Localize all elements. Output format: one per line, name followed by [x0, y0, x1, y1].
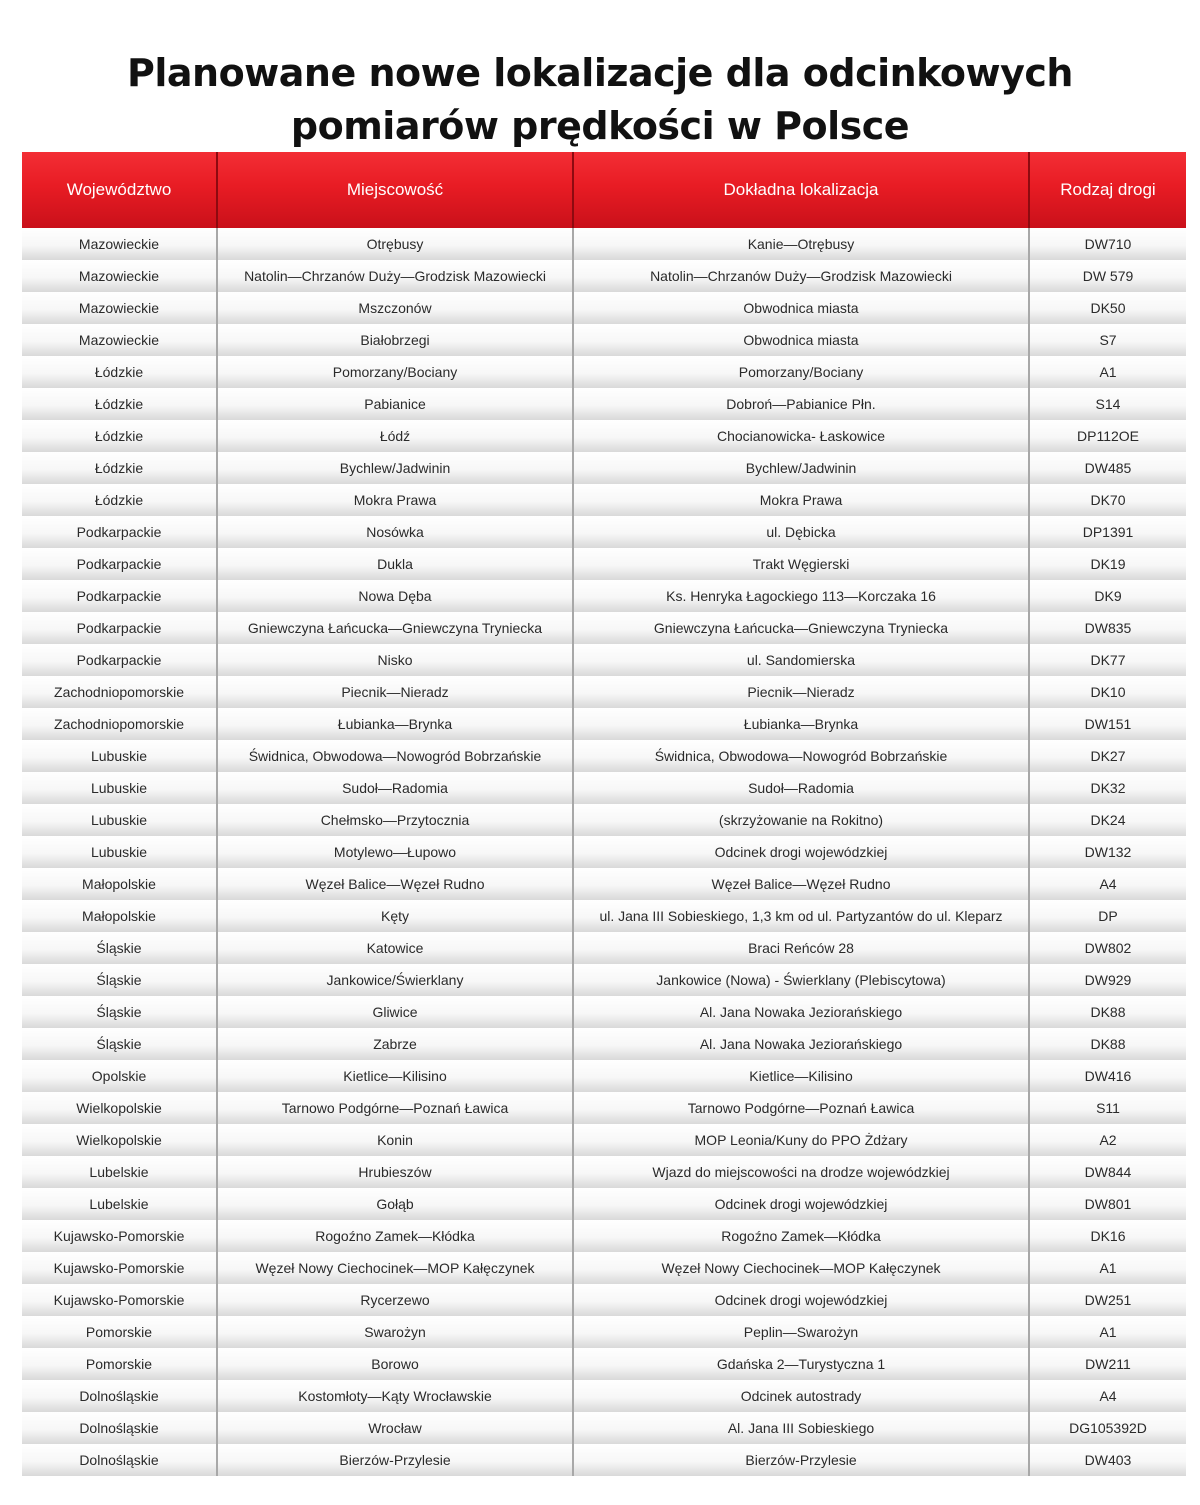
table-row	[22, 900, 1186, 932]
cell-wojewodztwo: Śląskie	[22, 1028, 217, 1060]
column-header-wojewodztwo: Województwo	[22, 152, 217, 228]
cell-dokladna-lokalizacja: Chocianowicka- Łaskowice	[573, 420, 1029, 452]
table-row	[22, 580, 1186, 612]
cell-dokladna-lokalizacja: Natolin—Chrzanów Duży—Grodzisk Mazowiecki	[573, 260, 1029, 292]
cell-miejscowosc: Bierzów-Przylesie	[217, 1444, 573, 1476]
cell-rodzaj-drogi: S14	[1029, 388, 1186, 420]
cell-wojewodztwo: Dolnośląskie	[22, 1380, 217, 1412]
cell-dokladna-lokalizacja: Gniewczyna Łańcucka—Gniewczyna Tryniecka	[573, 612, 1029, 644]
cell-dokladna-lokalizacja: Obwodnica miasta	[573, 324, 1029, 356]
cell-miejscowosc: Mokra Prawa	[217, 484, 573, 516]
cell-rodzaj-drogi: DK16	[1029, 1220, 1186, 1252]
cell-wojewodztwo: Lubuskie	[22, 836, 217, 868]
table-row	[22, 1252, 1186, 1284]
cell-wojewodztwo: Podkarpackie	[22, 644, 217, 676]
cell-wojewodztwo: Łódzkie	[22, 388, 217, 420]
table-row	[22, 964, 1186, 996]
cell-dokladna-lokalizacja: Trakt Węgierski	[573, 548, 1029, 580]
cell-miejscowosc: Węzeł Balice—Węzeł Rudno	[217, 868, 573, 900]
cell-miejscowosc: Kostomłoty—Kąty Wrocławskie	[217, 1380, 573, 1412]
cell-dokladna-lokalizacja: Kietlice—Kilisino	[573, 1060, 1029, 1092]
table-header-row	[22, 152, 1186, 228]
cell-dokladna-lokalizacja: Bierzów-Przylesie	[573, 1444, 1029, 1476]
table-row	[22, 1092, 1186, 1124]
cell-wojewodztwo: Śląskie	[22, 932, 217, 964]
table-row	[22, 612, 1186, 644]
table-body	[22, 228, 1186, 1476]
cell-miejscowosc: Natolin—Chrzanów Duży—Grodzisk Mazowiecki	[217, 260, 573, 292]
cell-wojewodztwo: Dolnośląskie	[22, 1412, 217, 1444]
cell-miejscowosc: Nosówka	[217, 516, 573, 548]
cell-rodzaj-drogi: DW485	[1029, 452, 1186, 484]
cell-rodzaj-drogi: DK27	[1029, 740, 1186, 772]
cell-dokladna-lokalizacja: Kanie—Otrębusy	[573, 228, 1029, 260]
cell-dokladna-lokalizacja: Braci Reńców 28	[573, 932, 1029, 964]
cell-rodzaj-drogi: DW710	[1029, 228, 1186, 260]
cell-wojewodztwo: Opolskie	[22, 1060, 217, 1092]
cell-rodzaj-drogi: DK77	[1029, 644, 1186, 676]
cell-miejscowosc: Sudoł—Radomia	[217, 772, 573, 804]
cell-miejscowosc: Konin	[217, 1124, 573, 1156]
cell-dokladna-lokalizacja: (skrzyżowanie na Rokitno)	[573, 804, 1029, 836]
cell-wojewodztwo: Pomorskie	[22, 1348, 217, 1380]
table-row	[22, 932, 1186, 964]
cell-wojewodztwo: Łódzkie	[22, 356, 217, 388]
cell-miejscowosc: Nisko	[217, 644, 573, 676]
cell-wojewodztwo: Śląskie	[22, 964, 217, 996]
cell-wojewodztwo: Małopolskie	[22, 868, 217, 900]
cell-rodzaj-drogi: A1	[1029, 1316, 1186, 1348]
cell-rodzaj-drogi: A1	[1029, 356, 1186, 388]
cell-rodzaj-drogi: DK88	[1029, 996, 1186, 1028]
cell-rodzaj-drogi: DW151	[1029, 708, 1186, 740]
cell-miejscowosc: Borowo	[217, 1348, 573, 1380]
table-row	[22, 772, 1186, 804]
cell-rodzaj-drogi: DW132	[1029, 836, 1186, 868]
cell-dokladna-lokalizacja: Sudoł—Radomia	[573, 772, 1029, 804]
table-row	[22, 1028, 1186, 1060]
page-title	[0, 47, 1200, 153]
table-row	[22, 804, 1186, 836]
table-row	[22, 420, 1186, 452]
cell-miejscowosc: Pomorzany/Bociany	[217, 356, 573, 388]
table-row	[22, 676, 1186, 708]
cell-rodzaj-drogi: DW844	[1029, 1156, 1186, 1188]
table-row	[22, 1380, 1186, 1412]
cell-miejscowosc: Pabianice	[217, 388, 573, 420]
cell-wojewodztwo: Lubuskie	[22, 740, 217, 772]
cell-rodzaj-drogi: DK9	[1029, 580, 1186, 612]
cell-dokladna-lokalizacja: Peplin—Swarożyn	[573, 1316, 1029, 1348]
cell-dokladna-lokalizacja: Al. Jana Nowaka Jeziorańskiego	[573, 1028, 1029, 1060]
cell-miejscowosc: Tarnowo Podgórne—Poznań Ławica	[217, 1092, 573, 1124]
cell-dokladna-lokalizacja: Bychlew/Jadwinin	[573, 452, 1029, 484]
cell-dokladna-lokalizacja: ul. Dębicka	[573, 516, 1029, 548]
locations-table-container	[22, 152, 1186, 1476]
cell-dokladna-lokalizacja: ul. Sandomierska	[573, 644, 1029, 676]
cell-rodzaj-drogi: DK50	[1029, 292, 1186, 324]
cell-rodzaj-drogi: DW211	[1029, 1348, 1186, 1380]
table-row	[22, 1124, 1186, 1156]
cell-miejscowosc: Rogoźno Zamek—Kłódka	[217, 1220, 573, 1252]
cell-rodzaj-drogi: DW403	[1029, 1444, 1186, 1476]
table-row	[22, 1284, 1186, 1316]
page-title-line-1: Planowane nowe lokalizacje dla odcinkowych	[127, 51, 1073, 96]
cell-dokladna-lokalizacja: Węzeł Nowy Ciechocinek—MOP Kałęczynek	[573, 1252, 1029, 1284]
cell-miejscowosc: Wrocław	[217, 1412, 573, 1444]
cell-wojewodztwo: Małopolskie	[22, 900, 217, 932]
cell-miejscowosc: Mszczonów	[217, 292, 573, 324]
cell-miejscowosc: Węzeł Nowy Ciechocinek—MOP Kałęczynek	[217, 1252, 573, 1284]
table-row	[22, 1444, 1186, 1476]
column-header-rodzaj-drogi: Rodzaj drogi	[1029, 152, 1186, 228]
cell-wojewodztwo: Podkarpackie	[22, 580, 217, 612]
cell-miejscowosc: Rycerzewo	[217, 1284, 573, 1316]
cell-wojewodztwo: Lubuskie	[22, 772, 217, 804]
table-row	[22, 548, 1186, 580]
cell-dokladna-lokalizacja: Odcinek drogi wojewódzkiej	[573, 1188, 1029, 1220]
table-row	[22, 1156, 1186, 1188]
cell-rodzaj-drogi: DK88	[1029, 1028, 1186, 1060]
table-row	[22, 996, 1186, 1028]
cell-miejscowosc: Otrębusy	[217, 228, 573, 260]
cell-dokladna-lokalizacja: Gdańska 2—Turystyczna 1	[573, 1348, 1029, 1380]
table-row	[22, 260, 1186, 292]
cell-rodzaj-drogi: A1	[1029, 1252, 1186, 1284]
column-header-miejscowosc: Miejscowość	[217, 152, 573, 228]
cell-dokladna-lokalizacja: Węzeł Balice—Węzeł Rudno	[573, 868, 1029, 900]
cell-wojewodztwo: Zachodniopomorskie	[22, 708, 217, 740]
cell-miejscowosc: Zabrze	[217, 1028, 573, 1060]
cell-dokladna-lokalizacja: Wjazd do miejscowości na drodze wojewódzkiej	[573, 1156, 1029, 1188]
cell-wojewodztwo: Wielkopolskie	[22, 1092, 217, 1124]
table-row	[22, 868, 1186, 900]
cell-rodzaj-drogi: DK70	[1029, 484, 1186, 516]
cell-dokladna-lokalizacja: Obwodnica miasta	[573, 292, 1029, 324]
table-row	[22, 836, 1186, 868]
cell-wojewodztwo: Łódzkie	[22, 420, 217, 452]
cell-miejscowosc: Swarożyn	[217, 1316, 573, 1348]
cell-rodzaj-drogi: DP	[1029, 900, 1186, 932]
cell-miejscowosc: Łódź	[217, 420, 573, 452]
cell-miejscowosc: Świdnica, Obwodowa—Nowogród Bobrzańskie	[217, 740, 573, 772]
cell-miejscowosc: Białobrzegi	[217, 324, 573, 356]
cell-dokladna-lokalizacja: Łubianka—Brynka	[573, 708, 1029, 740]
cell-dokladna-lokalizacja: Odcinek drogi wojewódzkiej	[573, 1284, 1029, 1316]
table-row	[22, 324, 1186, 356]
table-row	[22, 356, 1186, 388]
cell-wojewodztwo: Łódzkie	[22, 452, 217, 484]
cell-dokladna-lokalizacja: Pomorzany/Bociany	[573, 356, 1029, 388]
cell-wojewodztwo: Kujawsko-Pomorskie	[22, 1220, 217, 1252]
table-row	[22, 1348, 1186, 1380]
cell-wojewodztwo: Łódzkie	[22, 484, 217, 516]
cell-rodzaj-drogi: DW251	[1029, 1284, 1186, 1316]
table-row	[22, 1220, 1186, 1252]
table-row	[22, 644, 1186, 676]
cell-wojewodztwo: Lubelskie	[22, 1188, 217, 1220]
cell-dokladna-lokalizacja: MOP Leonia/Kuny do PPO Żdżary	[573, 1124, 1029, 1156]
cell-rodzaj-drogi: DK10	[1029, 676, 1186, 708]
cell-rodzaj-drogi: A2	[1029, 1124, 1186, 1156]
cell-dokladna-lokalizacja: Dobroń—Pabianice Płn.	[573, 388, 1029, 420]
cell-miejscowosc: Motylewo—Łupowo	[217, 836, 573, 868]
cell-wojewodztwo: Śląskie	[22, 996, 217, 1028]
cell-dokladna-lokalizacja: Tarnowo Podgórne—Poznań Ławica	[573, 1092, 1029, 1124]
cell-dokladna-lokalizacja: ul. Jana III Sobieskiego, 1,3 km od ul. Partyzantów do ul. Kleparz	[573, 900, 1029, 932]
locations-table	[22, 152, 1186, 1476]
table-row	[22, 1412, 1186, 1444]
cell-miejscowosc: Bychlew/Jadwinin	[217, 452, 573, 484]
cell-rodzaj-drogi: DW416	[1029, 1060, 1186, 1092]
table-header	[22, 152, 1186, 228]
cell-dokladna-lokalizacja: Odcinek drogi wojewódzkiej	[573, 836, 1029, 868]
table-row	[22, 388, 1186, 420]
cell-miejscowosc: Gliwice	[217, 996, 573, 1028]
cell-rodzaj-drogi: DW801	[1029, 1188, 1186, 1220]
cell-rodzaj-drogi: S7	[1029, 324, 1186, 356]
cell-dokladna-lokalizacja: Rogoźno Zamek—Kłódka	[573, 1220, 1029, 1252]
cell-miejscowosc: Katowice	[217, 932, 573, 964]
cell-wojewodztwo: Mazowieckie	[22, 260, 217, 292]
cell-wojewodztwo: Mazowieckie	[22, 228, 217, 260]
cell-miejscowosc: Gniewczyna Łańcucka—Gniewczyna Tryniecka	[217, 612, 573, 644]
cell-wojewodztwo: Podkarpackie	[22, 516, 217, 548]
cell-miejscowosc: Jankowice/Świerklany	[217, 964, 573, 996]
table-row	[22, 1188, 1186, 1220]
cell-wojewodztwo: Podkarpackie	[22, 548, 217, 580]
cell-rodzaj-drogi: DK19	[1029, 548, 1186, 580]
table-row	[22, 1316, 1186, 1348]
page-title-line-2: pomiarów prędkości w Polsce	[290, 104, 910, 149]
cell-rodzaj-drogi: S11	[1029, 1092, 1186, 1124]
cell-wojewodztwo: Mazowieckie	[22, 324, 217, 356]
cell-wojewodztwo: Wielkopolskie	[22, 1124, 217, 1156]
cell-wojewodztwo: Dolnośląskie	[22, 1444, 217, 1476]
cell-rodzaj-drogi: DK24	[1029, 804, 1186, 836]
cell-rodzaj-drogi: A4	[1029, 868, 1186, 900]
cell-miejscowosc: Gołąb	[217, 1188, 573, 1220]
cell-miejscowosc: Hrubieszów	[217, 1156, 573, 1188]
cell-wojewodztwo: Pomorskie	[22, 1316, 217, 1348]
table-row	[22, 708, 1186, 740]
cell-dokladna-lokalizacja: Al. Jana Nowaka Jeziorańskiego	[573, 996, 1029, 1028]
cell-rodzaj-drogi: DK32	[1029, 772, 1186, 804]
cell-miejscowosc: Chełmsko—Przytocznia	[217, 804, 573, 836]
table-row	[22, 516, 1186, 548]
cell-wojewodztwo: Zachodniopomorskie	[22, 676, 217, 708]
table-row	[22, 740, 1186, 772]
cell-dokladna-lokalizacja: Odcinek autostrady	[573, 1380, 1029, 1412]
cell-rodzaj-drogi: DP1391	[1029, 516, 1186, 548]
cell-wojewodztwo: Kujawsko-Pomorskie	[22, 1252, 217, 1284]
table-row	[22, 228, 1186, 260]
cell-dokladna-lokalizacja: Świdnica, Obwodowa—Nowogród Bobrzańskie	[573, 740, 1029, 772]
table-row	[22, 292, 1186, 324]
table-row	[22, 484, 1186, 516]
cell-rodzaj-drogi: A4	[1029, 1380, 1186, 1412]
cell-rodzaj-drogi: DW802	[1029, 932, 1186, 964]
cell-miejscowosc: Dukla	[217, 548, 573, 580]
table-row	[22, 452, 1186, 484]
cell-dokladna-lokalizacja: Ks. Henryka Łagockiego 113—Korczaka 16	[573, 580, 1029, 612]
cell-dokladna-lokalizacja: Piecnik—Nieradz	[573, 676, 1029, 708]
cell-wojewodztwo: Lubelskie	[22, 1156, 217, 1188]
cell-wojewodztwo: Podkarpackie	[22, 612, 217, 644]
cell-miejscowosc: Kietlice—Kilisino	[217, 1060, 573, 1092]
cell-miejscowosc: Kęty	[217, 900, 573, 932]
cell-rodzaj-drogi: DG105392D	[1029, 1412, 1186, 1444]
cell-wojewodztwo: Lubuskie	[22, 804, 217, 836]
cell-dokladna-lokalizacja: Jankowice (Nowa) - Świerklany (Plebiscytowa)	[573, 964, 1029, 996]
cell-rodzaj-drogi: DW 579	[1029, 260, 1186, 292]
cell-dokladna-lokalizacja: Al. Jana III Sobieskiego	[573, 1412, 1029, 1444]
table-row	[22, 1060, 1186, 1092]
cell-miejscowosc: Nowa Dęba	[217, 580, 573, 612]
cell-dokladna-lokalizacja: Mokra Prawa	[573, 484, 1029, 516]
cell-miejscowosc: Łubianka—Brynka	[217, 708, 573, 740]
cell-miejscowosc: Piecnik—Nieradz	[217, 676, 573, 708]
cell-wojewodztwo: Kujawsko-Pomorskie	[22, 1284, 217, 1316]
cell-rodzaj-drogi: DP112OE	[1029, 420, 1186, 452]
cell-rodzaj-drogi: DW929	[1029, 964, 1186, 996]
cell-wojewodztwo: Mazowieckie	[22, 292, 217, 324]
cell-rodzaj-drogi: DW835	[1029, 612, 1186, 644]
column-header-dokladna-lokalizacja: Dokładna lokalizacja	[573, 152, 1029, 228]
